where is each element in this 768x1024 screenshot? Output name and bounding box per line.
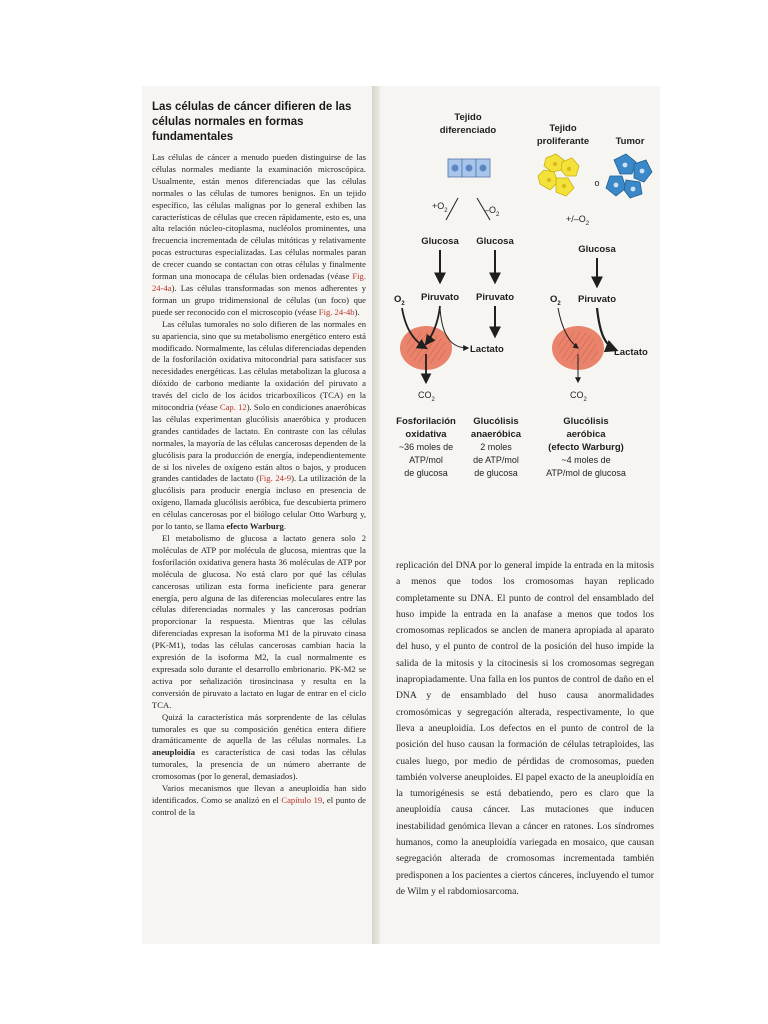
right-column-text: [396, 558, 654, 938]
text-run: replicación del DNA por lo general impide la entrada en la mitosis a menos que todos los cromosomas hayan replicado completamente su DNA. El punto de control del ensamblado del huso impide la entrada en la anafase a menos que todos los cromosomas replicados se anclen de manera apropiada al aparato del huso, y el punto de control de la posición del huso impide la salida de la mitosis y la citocinesis si los cromosomas segregan inapropiadamente. Una falla en los puntos de control de daño en el DNA y de ensamblado del huso causa anormalidades cromosómicas y segregación alterada, respectivamente, lo que lleva a aneuploidía. Los defectos en el punto de control de la posición del huso causan la formación de células tetraploides, las cuales luego, por medio de pérdidas de cromosomas, pueden también volverse aneuploides. El papel exacto de la aneuploidía en la tumorigénesis se está debatiendo, pero es claro que la aneuploidía causa cáncer. Las mutaciones que inducen inestabilidad genómica llevan a cáncer en ratones. Los síndromes humanos, como la aneuploidía variegada en mosaico, que causan segregación alterada de cromosomas incrementada también predisponen a los pacientes a ciertos cánceres, incluyendo el tumor de Wilm y el rabdomiosarcoma.: [396, 560, 654, 897]
aerobic-title-3: (efecto Warburg): [548, 442, 624, 453]
lactate-label-2: Lactato: [614, 347, 648, 358]
paragraph-3: [152, 533, 366, 712]
oxphos-line-5: de glucosa: [404, 468, 448, 478]
differentiated-title-2: diferenciado: [439, 125, 497, 136]
tumor-title: Tumor: [615, 136, 645, 147]
aerobic-title-1: Glucólisis: [563, 416, 609, 427]
tumor-cells-icon: [606, 154, 652, 198]
aerobic-line-5: ATP/mol de glucosa: [546, 468, 626, 478]
text-run: , el punto de control de la: [152, 794, 367, 817]
differentiated-cells-icon: [448, 159, 490, 177]
paragraph-2: [152, 319, 366, 533]
text-run: Quizá la característica más sorprendente de las células tumorales es que su composición genética entera difiere dramáticamente de aquella de las células normales. La: [152, 711, 366, 746]
text-run: Varios mecanismos que llevan a aneuploidía han sido identificados. Como se analizó en el: [152, 783, 366, 805]
oxphos-title-2: oxidativa: [405, 429, 447, 440]
proliferating-cells-icon: [538, 154, 579, 196]
text-run: ). Las células transformadas son menos adherentes y forman un grupo tridimensional de células (un foco) que puede ser reconocido con el microscopio (véase: [152, 282, 366, 317]
paragraph-1: [152, 152, 366, 319]
figure-reference-link[interactable]: Fig. 24-9: [259, 473, 292, 484]
anaerobic-title-2: anaeróbica: [470, 429, 522, 440]
proliferating-title-2: proliferante: [536, 136, 590, 147]
co2-label-1: $CO_2$: [418, 390, 435, 403]
plus-minus-o2-label: $+/-O_2$: [566, 214, 590, 227]
paragraph-4: [152, 712, 366, 783]
text-run: Las células tumorales no solo difieren de las normales en su apariencia, sino que su metabolismo energético entero está modificado. Normalmente, las células diferenciadas dependen de la fosforilación oxidativa mitocondrial para satisfacer sus necesidades energéticas. Las células metabolizan la glucosa a dióxido de carbono mediante la oxidación del piruvato a través del ciclo de los ácidos tricarboxílicos (TCA) en la mitocondria (véase: [152, 318, 366, 413]
oxphos-line-3: ~36 moles de: [398, 442, 454, 452]
aerobic-line-4: ~4 moles de: [561, 455, 611, 465]
key-term: aneuploidía: [152, 747, 195, 758]
text-run: El metabolismo de glucosa a lactato genera solo 2 moléculas de ATP por molécula de glucosa, mientras que la fosforilación oxidativa genera hasta 36 moléculas de ATP por molécula de glucosa. No está claro por qué las células cancerosas utilizan esta forma ineficiente para generar energía, pero alguna de las diferencias moleculares entre las células diferenciadas normales y las cancerosas podrían proporcionar la respuesta. Mientras que las células diferenciadas expresan la isoforma M1 de la piruvato cinasa (PK-M1), todas las células cancerosas cambian hacia la expresión de la isoforma M2, la cual normalmente es expresada solo durante el desarrollo embrionario. PK-M2 se activa por señalización tirosincinasa y resulta en la conversión de piruvato a lactato en lugar de entrar en el ciclo TCA.: [152, 533, 366, 710]
left-column-text: [152, 152, 366, 942]
anaerobic-line-3: 2 moles: [480, 442, 512, 452]
text-run: ). Solo en condiciones anaeróbicas las células experimentan glucólisis anaeróbica y producen grandes cantidades de lactato. En contraste con las células normales, la mayoría de las células cancerosas dependen de la glucólisis para la producción de energía, independientemente de si los niveles de oxígeno están altos o bajos, y producen grandes cantidades de lactato (: [152, 402, 366, 484]
paragraph-right: [396, 558, 654, 900]
split-line-left: [446, 198, 458, 220]
o2-label-2: $O_2$: [550, 294, 561, 307]
differentiated-title-1: Tejido: [454, 112, 482, 123]
oxphos-line-4: ATP/mol: [409, 455, 443, 465]
text-run: es característica de casi todas las células tumorales, la presencia de un número aberrante de cromosomas (por lo general, demasiados).: [152, 747, 366, 782]
glucose-label-2: Glucosa: [476, 236, 514, 247]
aerobic-title-2: aeróbica: [566, 429, 606, 440]
anaerobic-line-4: de ATP/mol: [473, 455, 519, 465]
book-gutter: [372, 86, 380, 944]
figure-reference-link[interactable]: Fig. 24-4b: [318, 306, 355, 317]
text-run: ).: [354, 306, 360, 317]
key-term: efecto Warburg: [226, 521, 284, 532]
anaerobic-line-5: de glucosa: [474, 468, 518, 478]
metabolism-diagram: [380, 86, 660, 506]
pyruvate-label-2: Piruvato: [475, 292, 515, 303]
figure-reference-link[interactable]: Fig. 24-4a: [152, 271, 366, 293]
section-heading: Las células de cáncer difieren de las células normales en formas fundamentales: [152, 101, 352, 143]
anaerobic-title-1: Glucólisis: [473, 416, 519, 427]
text-run: .: [283, 521, 286, 532]
paragraph-5: [152, 783, 366, 819]
plus-o2-label: $+O_2$: [432, 201, 448, 214]
pyruvate-label-1: Piruvato: [420, 292, 460, 303]
left-page: [142, 86, 372, 944]
minus-o2-label: $-O_2$: [484, 205, 500, 218]
proliferating-title-1: Tejido: [549, 123, 577, 134]
oxphos-title-1: Fosforilación: [396, 416, 456, 427]
or-separator: o: [594, 178, 600, 188]
co2-label-2: $CO_2$: [570, 390, 587, 403]
figure-reference-link[interactable]: Capítulo 19: [281, 794, 323, 805]
figure-reference-link[interactable]: Cap. 12: [219, 402, 247, 413]
glucose-label-3: Glucosa: [578, 244, 616, 255]
glucose-label-1: Glucosa: [421, 236, 459, 247]
text-run: ). La utilización de la glucólisis para producir energía incluso en presencia de oxígeno, llamada glucólisis aeróbica, fue descubierta primero en células cancerosas por el biólogo celular Otto Warburg y, por lo tanto, se llama: [152, 473, 366, 532]
pyruvate-label-3: Piruvato: [577, 294, 617, 305]
right-page: [380, 86, 660, 944]
lactate-label-1: Lactato: [470, 344, 504, 355]
o2-label-1: $O_2$: [394, 294, 405, 307]
text-run: Las células de cáncer a menudo pueden distinguirse de las células normales mediante la examinación microscópica. Usualmente, están menos diferenciadas que las células normales o las células de tumores benignos. En un tejido específico, las células malignas por lo general exhiben las características de células que crecen rápidamente, esto es, una alta relación núcleo-citoplasma, nucléolos prominentes, una frecuencia incrementada de células mitóticas y relativamente pocas estructuras especializadas. Las células normales paran de crecer cuando se contactan con otras células y finalmente forman una monocapa de células bien ordenadas (véase: [152, 152, 366, 282]
